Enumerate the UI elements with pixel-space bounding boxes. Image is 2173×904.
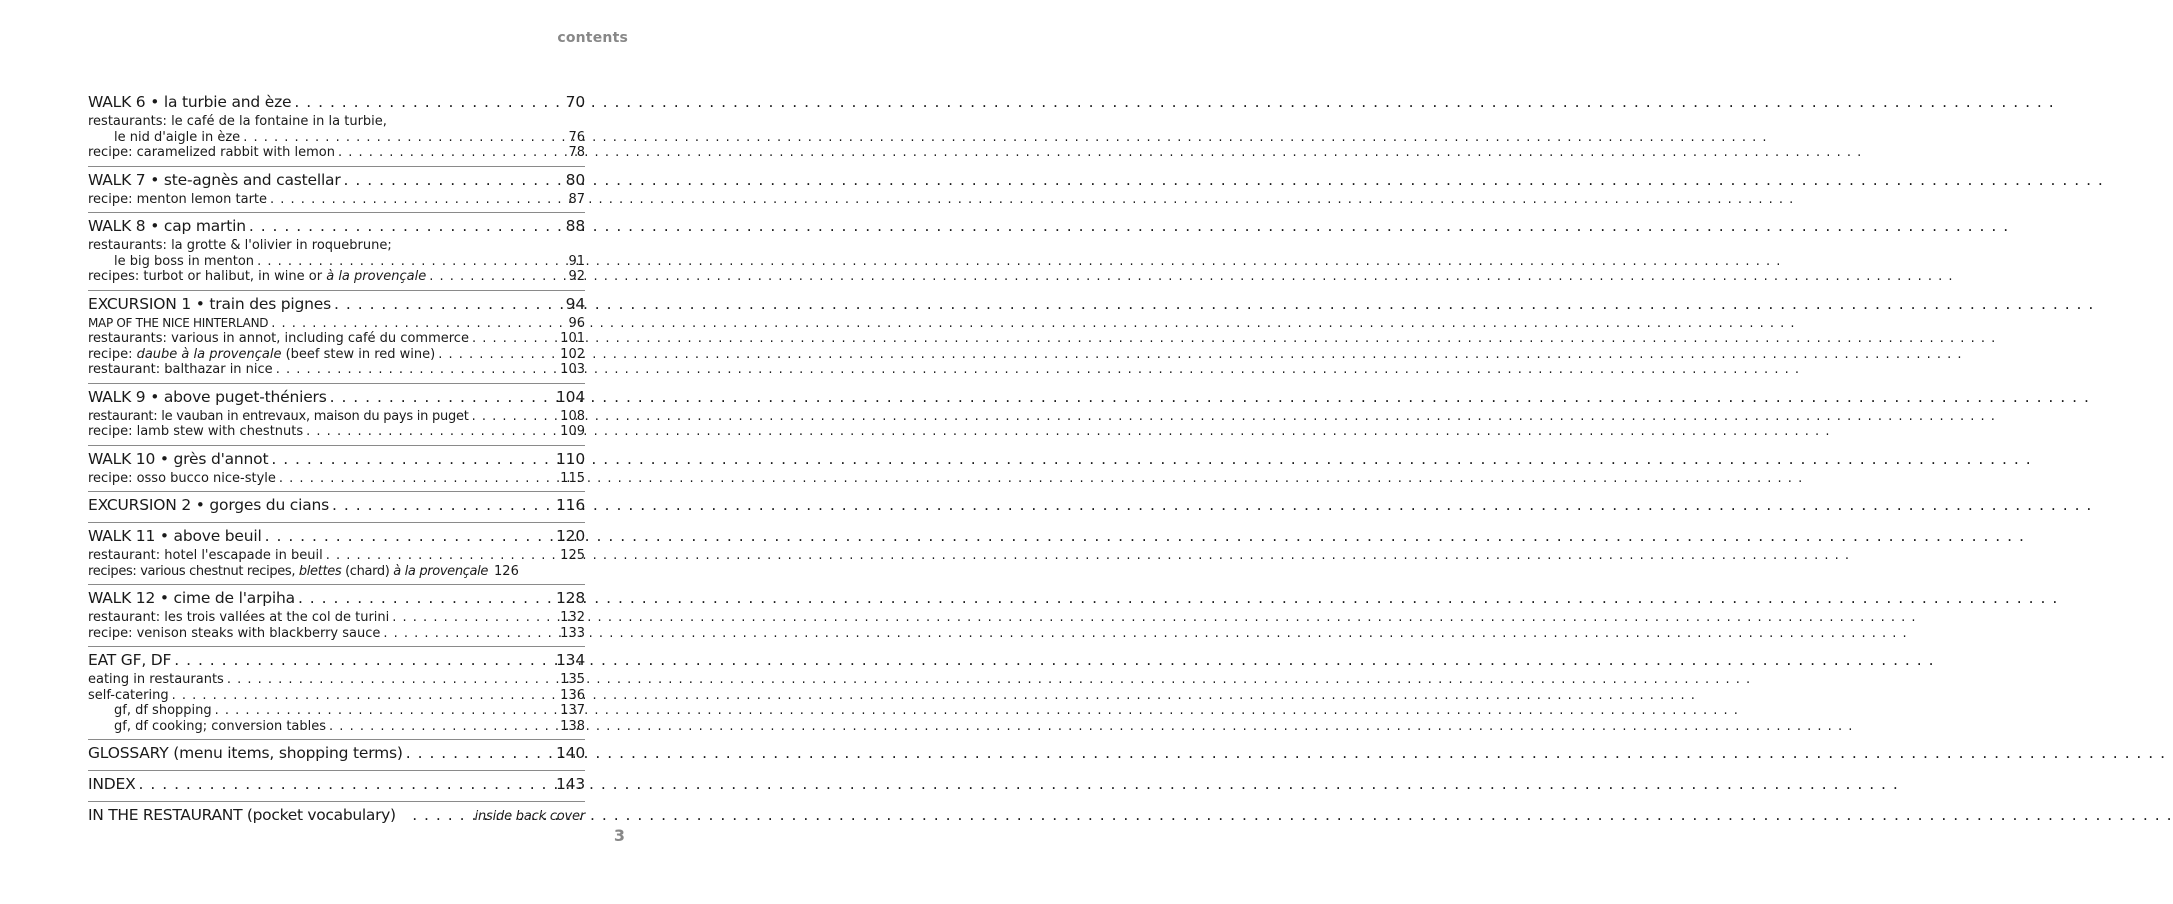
toc-entry-title: recipe: caramelized rabbit with lemon [88,145,335,160]
toc-entry-title: WALK 9 • above puget-théniers [88,387,327,406]
toc-page-number: 128 [556,589,585,607]
toc-entry-title: le nid d'aigle in èze [114,129,241,145]
toc-page-number: 109 [560,424,585,439]
toc-entry-title: WALK 6 • la turbie and èze [88,93,292,111]
toc-entry-title: eating in restaurants [88,672,224,687]
toc-entry[interactable] [88,448,585,471]
toc-section-excursion-2 [88,491,585,522]
page-number: 3 [613,826,625,845]
toc-page-number: 70 [565,93,585,111]
toc-section-in-the-restaurant [88,801,585,833]
toc-page-number: 110 [556,449,585,468]
toc-entry-title: WALK 8 • cap martin [88,217,246,235]
toc-entry[interactable] [88,424,585,440]
toc-entry[interactable] [88,773,585,796]
toc-page-number: 96 [568,315,585,331]
toc-page-number: 103 [560,362,585,377]
toc-section-eat-gf-df [88,646,585,739]
toc-page-number: 108 [560,408,585,424]
toc-entry [88,238,585,254]
toc-page-number: 116 [556,496,585,514]
toc-entry[interactable] [88,742,585,765]
toc-entry[interactable] [88,192,585,208]
toc-entry[interactable] [88,672,585,688]
toc-section-walk-12 [88,584,585,646]
toc-entry-title: restaurants: la grotte & l'olivier in roquebrune; [88,238,392,253]
toc-entry[interactable] [88,145,585,161]
toc-section-walk-8 [88,212,585,290]
toc-entry[interactable] [88,649,585,672]
toc-entry-title: self-catering [88,687,169,703]
toc-page-number: 115 [560,470,585,486]
toc-page-number: 94 [565,294,585,313]
toc-entry[interactable] [88,362,585,378]
toc-entry[interactable] [88,331,585,347]
toc-page-number: 135 [560,672,585,687]
toc-entry-title: gf, df cooking; conversion tables [114,718,327,734]
toc-entry-title: le big boss in menton [114,253,255,269]
toc-entry[interactable] [88,688,585,704]
toc-section-excursion-1 [88,290,585,383]
toc-entry[interactable] [88,254,585,270]
toc-section-index [88,770,585,801]
toc-entry[interactable] [88,169,585,192]
toc-entry[interactable] [88,409,585,425]
toc-entry[interactable] [88,804,585,828]
toc-entry-title: restaurants: le café de la fontaine in la turbie, [88,114,387,129]
toc-page-number: 126 [494,563,519,579]
toc-page-number: 134 [556,651,585,669]
toc-entry-title: WALK 11 • above beuil [88,527,262,545]
toc-page-number: 132 [560,610,585,625]
toc-entry-title: restaurant: le vauban in entrevaux, maison du pays in puget [88,408,469,424]
toc-page-number: 143 [556,775,585,793]
toc-page-number: 101 [560,331,585,346]
toc-entry[interactable] [88,269,585,285]
toc-entry-title: recipe: osso bucco nice-style [88,470,276,486]
toc-entry[interactable] [88,316,585,332]
toc-entry-title: recipes: turbot or halibut, in wine or à la provençale [88,269,427,284]
toc-entry[interactable] [88,587,585,610]
toc-entry[interactable] [88,548,585,564]
toc-page-number: 138 [560,718,585,734]
toc-section-walk-10 [88,445,585,492]
toc-section-walk-6 [88,89,585,166]
toc-entry[interactable] [88,471,585,487]
toc-entry[interactable] [88,215,585,238]
toc-entry[interactable] [88,91,585,114]
toc-page-number: 125 [560,548,585,563]
toc-section-walk-11 [88,522,585,584]
toc-page-number: 80 [565,170,585,189]
toc-page-number: 104 [556,387,585,406]
toc-page-number: 102 [560,346,585,362]
toc-page-number: 91 [568,253,585,269]
toc-section-glossary [88,739,585,770]
toc-entry-title: restaurant: les trois vallées at the col de turini [88,610,390,625]
table-of-contents [88,89,585,833]
toc-entry-title: MAP OF THE NICE HINTERLAND [88,315,269,330]
toc-entry[interactable] [88,564,585,580]
toc-entry-title: WALK 7 • ste-agnès and castellar [88,170,341,189]
toc-entry-title: EAT GF, DF [88,651,172,669]
toc-entry-title: recipe: lamb stew with chestnuts [88,424,304,439]
toc-page-number: 136 [560,687,585,703]
toc-page-number: 120 [556,527,585,545]
toc-entry-title: restaurant: hotel l'escapade in beuil [88,548,323,563]
toc-entry [88,114,585,130]
toc-entry[interactable] [88,386,585,409]
toc-page-number: 133 [560,625,585,641]
toc-entry-title: gf, df shopping [114,703,212,718]
toc-entry-title: EXCURSION 2 • gorges du cians [88,496,330,514]
toc-section-walk-7 [88,166,585,213]
toc-entry-title: GLOSSARY (menu items, shopping terms) [88,744,403,762]
toc-entry[interactable] [88,719,585,735]
toc-page-number: 140 [556,744,585,762]
toc-section-walk-9 [88,383,585,445]
running-header: contents [557,30,628,46]
toc-entry-title: recipe: venison steaks with blackberry sauce [88,625,381,641]
toc-page-number: 88 [565,217,585,235]
toc-entry-title: WALK 12 • cime de l'arpiha [88,589,295,607]
toc-entry[interactable] [88,703,585,719]
toc-entry[interactable] [88,347,585,363]
toc-entry-title: EXCURSION 1 • train des pignes [88,294,332,313]
toc-page-number: 76 [568,129,585,145]
toc-entry[interactable] [88,610,585,626]
toc-entry[interactable] [88,494,585,517]
toc-entry-title: IN THE RESTAURANT (pocket vocabulary) [88,806,396,824]
toc-entry-title: restaurant: balthazar in nice [88,362,273,377]
toc-entry[interactable] [88,293,585,316]
toc-entry[interactable] [88,525,585,548]
toc-entry-title: recipe: menton lemon tarte [88,191,268,207]
toc-page-number: inside back cover [474,809,585,824]
toc-page-number: 137 [560,703,585,718]
toc-entry-title: recipes: various chestnut recipes, blettes (chard) à la provençale [88,563,489,579]
toc-entry-title: INDEX [88,775,136,793]
toc-entry-title: recipe: daube à la provençale (beef stew in red wine) [88,346,436,362]
toc-page-number: 92 [568,269,585,284]
toc-entry-title: restaurants: various in annot, including café du commerce [88,331,469,346]
toc-entry[interactable] [88,626,585,642]
toc-entry-title: WALK 10 • grès d'annot [88,449,269,468]
toc-entry[interactable] [88,130,585,146]
toc-page-number: 78 [568,145,585,160]
toc-page-number: 87 [568,191,585,207]
